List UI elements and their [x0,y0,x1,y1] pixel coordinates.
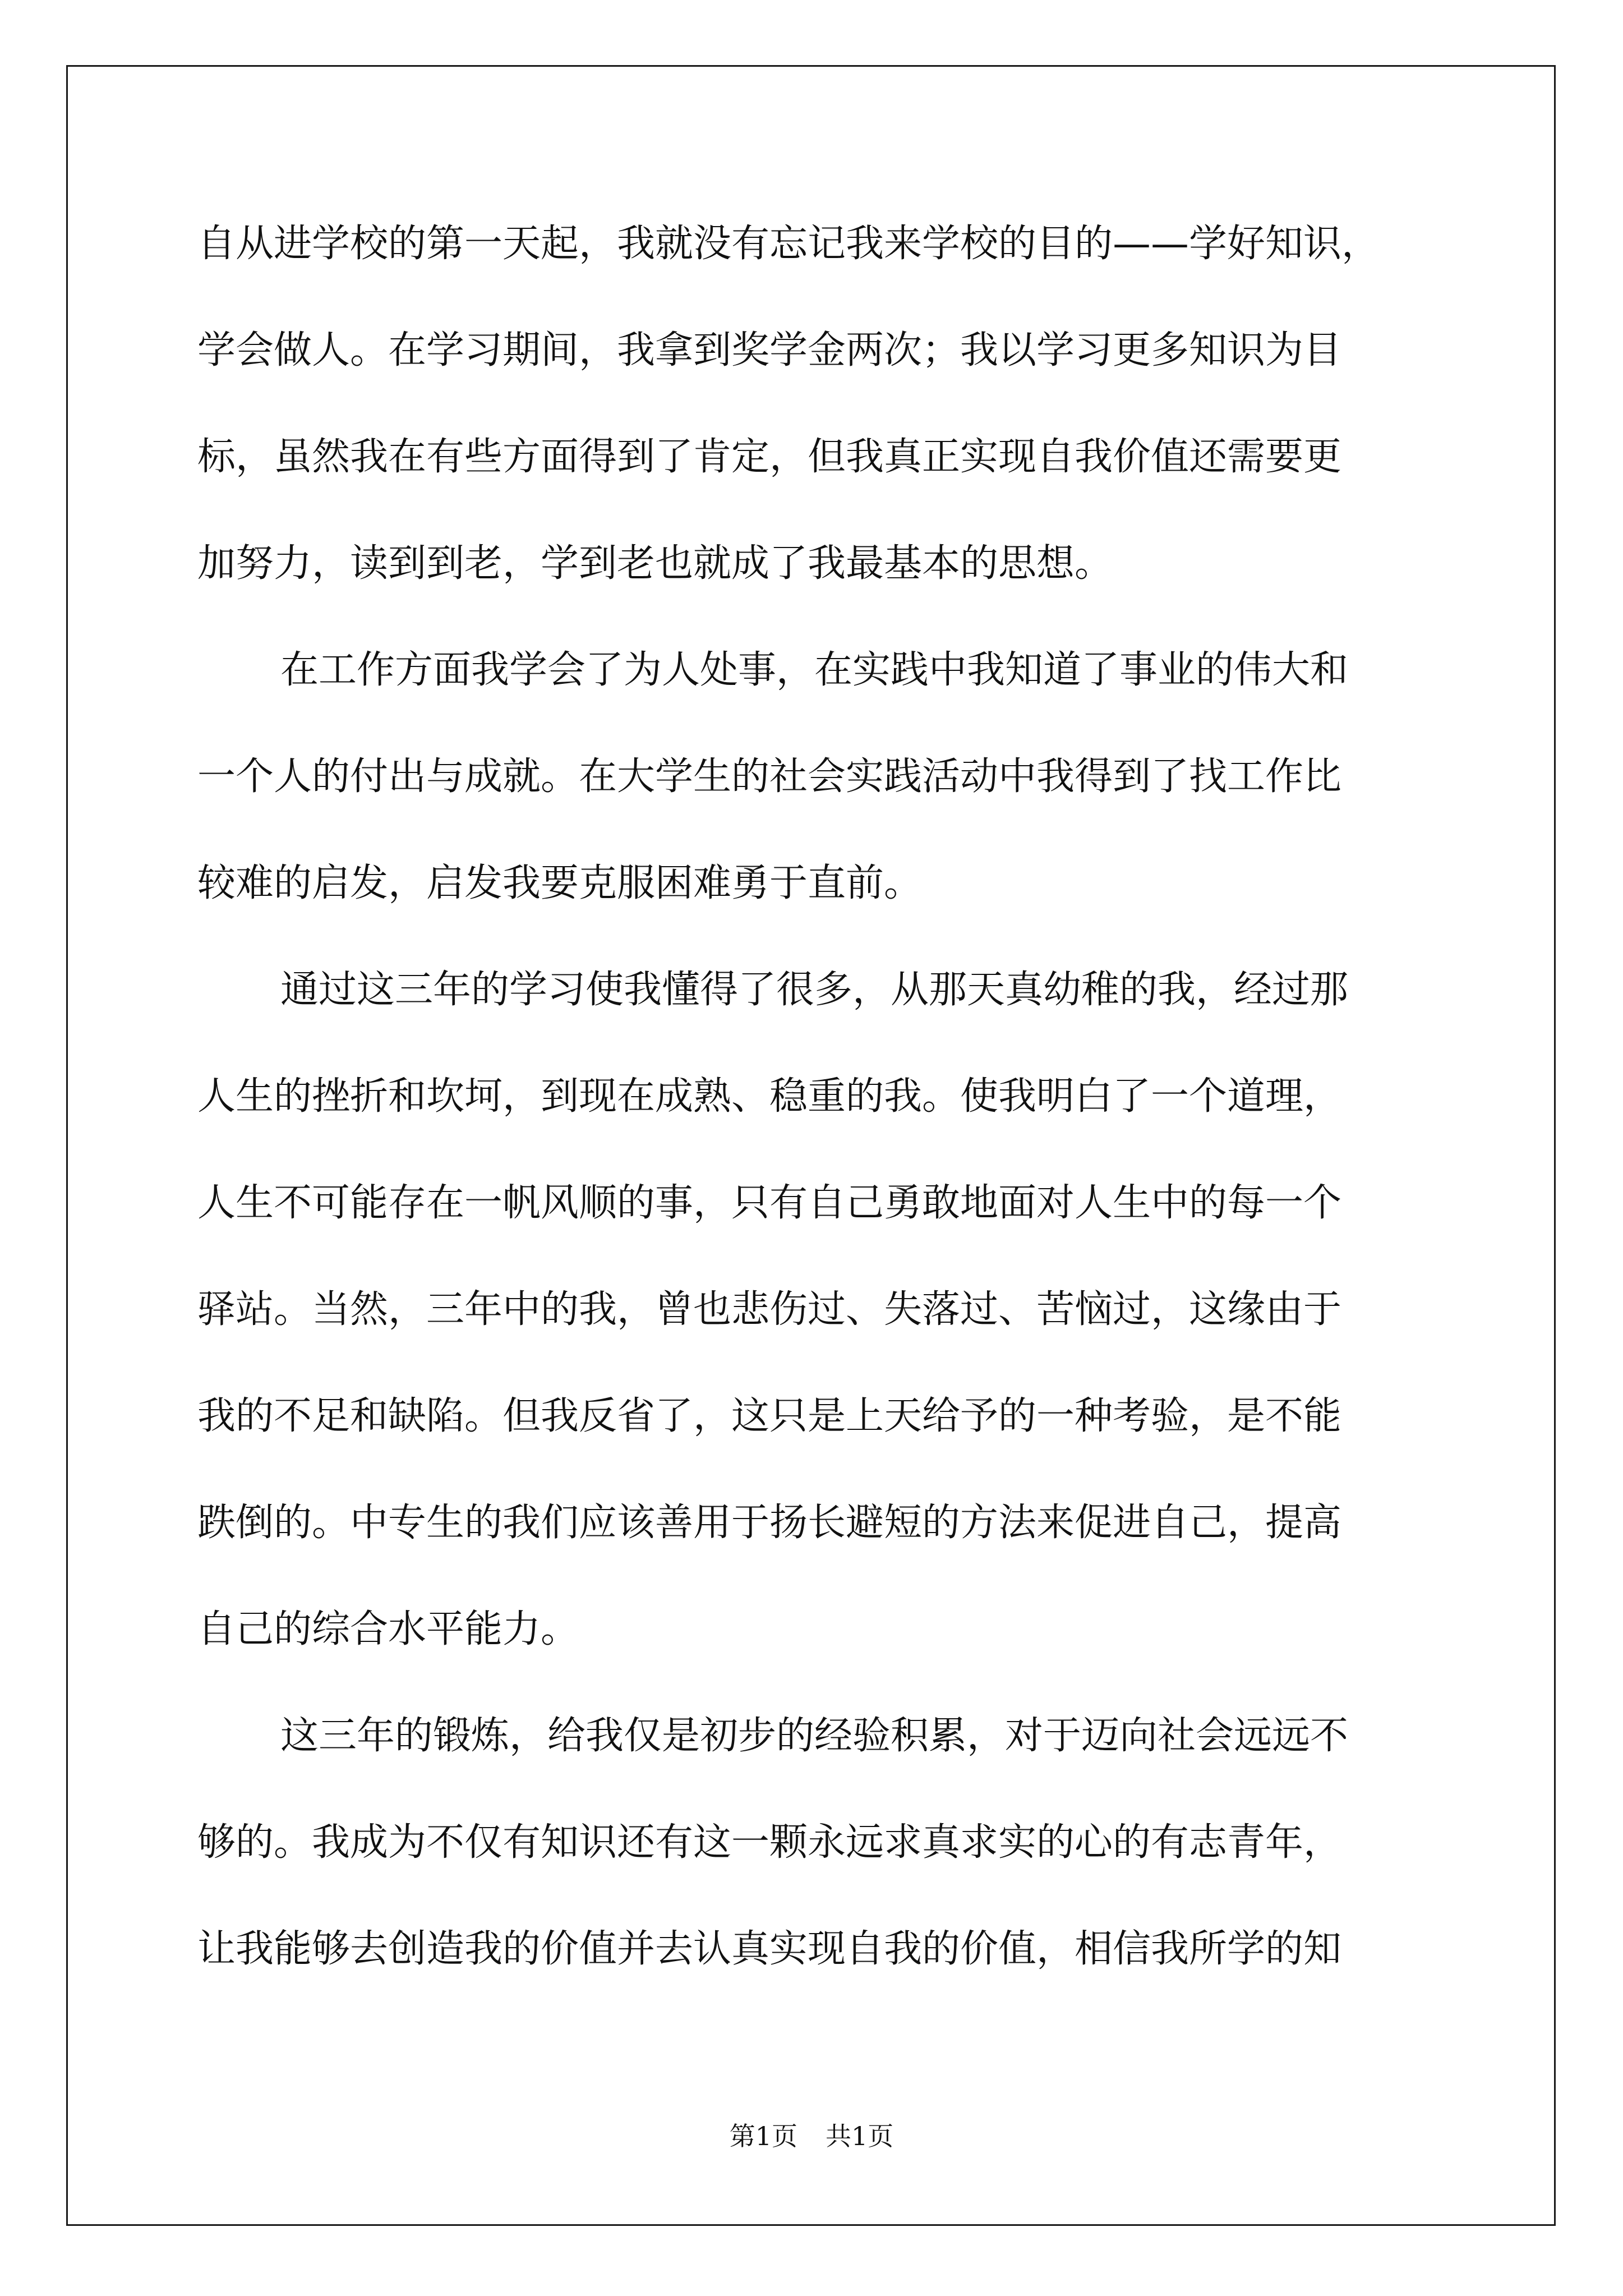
text-line: 较难的启发，启发我要克服困难勇于直前。 [197,861,923,905]
text-line: 自己的综合水平能力。 [197,1607,579,1651]
text-line: 够的。我成为不仅有知识还有这一颗永远求真求实的心的有志青年， [197,1820,1342,1865]
page-number-current: 第1页 [729,2121,797,2151]
text-line: 人生不可能存在一帆风顺的事，只有自己勇敢地面对人生中的每一个 [197,1181,1342,1225]
text-line: 标，虽然我在有些方面得到了肯定，但我真正实现自我价值还需要更 [197,435,1342,479]
page-footer [0,2116,1623,2153]
document-body [197,191,1431,2003]
text-line: 驿站。当然，三年中的我，曾也悲伤过、失落过、苦恼过，这缘由于 [197,1287,1342,1332]
text-line: 加努力，读到到老，学到老也就成了我最基本的思想。 [197,541,1113,586]
text-line: 人生的挫折和坎坷，到现在成熟、稳重的我。使我明白了一个道理， [197,1074,1342,1119]
text-line: 自从进学校的第一天起，我就没有忘记我来学校的目的——学好知识， [197,222,1380,266]
text-line: 在工作方面我学会了为人处事，在实践中我知道了事业的伟大和 [280,648,1349,692]
text-line: 让我能够去创造我的价值并去认真实现自我的价值，相信我所学的知 [197,1927,1342,1971]
text-line: 这三年的锻炼，给我仅是初步的经验积累，对于迈向社会远远不 [280,1714,1349,1758]
text-line: 学会做人。在学习期间，我拿到奖学金两次；我以学习更多知识为目 [197,328,1342,372]
text-line: 跌倒的。中专生的我们应该善用于扬长避短的方法来促进自己，提高 [197,1501,1342,1545]
text-line: 我的不足和缺陷。但我反省了，这只是上天给予的一种考验，是不能 [197,1394,1342,1438]
text-line: 通过这三年的学习使我懂得了很多，从那天真幼稚的我，经过那 [280,968,1349,1012]
page-number-total: 共1页 [826,2121,894,2151]
text-line: 一个人的付出与成就。在大学生的社会实践活动中我得到了找工作比 [197,754,1342,799]
